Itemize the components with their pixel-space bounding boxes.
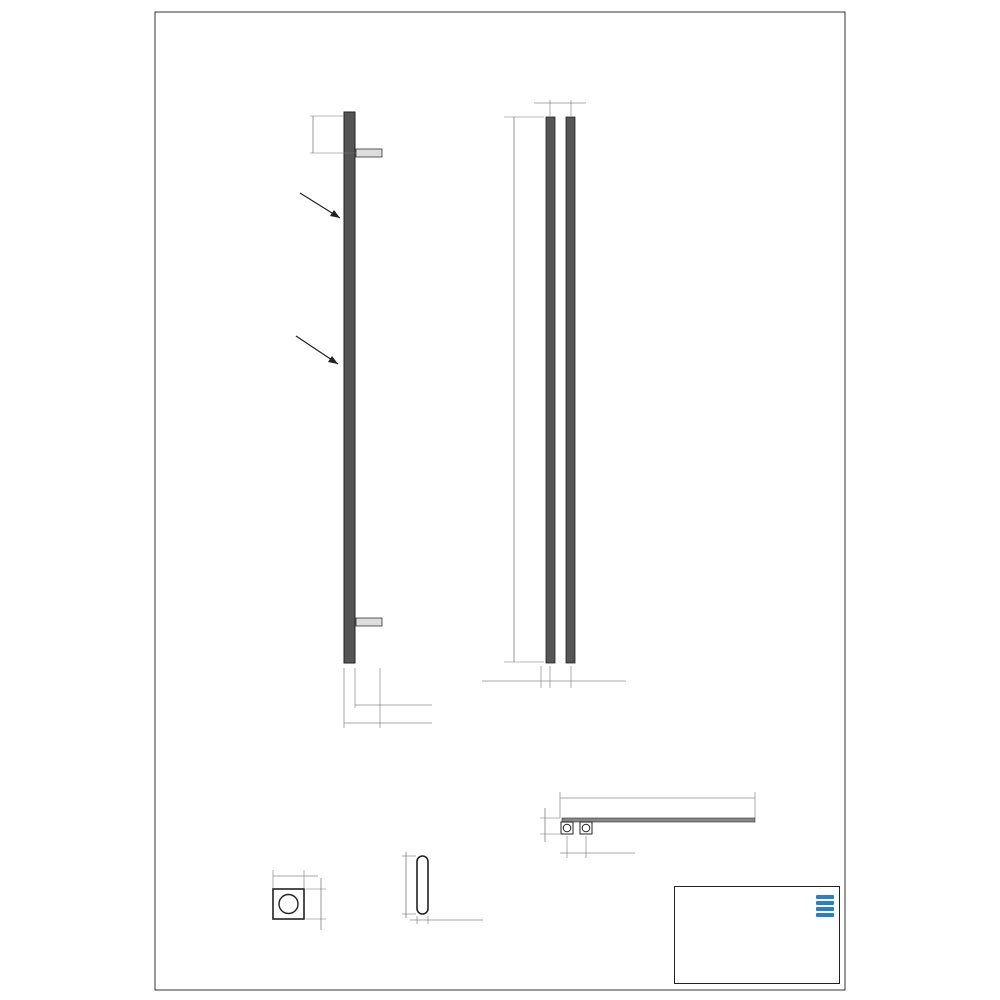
top-bracket: [356, 149, 382, 157]
a-section-detail: [273, 870, 326, 930]
a-section-square: [273, 889, 304, 919]
front-view: [482, 100, 626, 688]
b-section-profile: [417, 856, 428, 914]
plan-view: [540, 792, 755, 858]
right-pipe: [566, 117, 575, 663]
bottom-bracket: [356, 618, 382, 626]
waves-icon: [816, 895, 834, 917]
plan-bar: [562, 818, 755, 822]
left-pipe: [546, 117, 555, 663]
sheet-border: [155, 12, 845, 990]
side-view: [296, 112, 432, 728]
side-rail: [344, 112, 355, 663]
b-section-detail: [402, 852, 483, 924]
brand-box: [674, 886, 840, 984]
